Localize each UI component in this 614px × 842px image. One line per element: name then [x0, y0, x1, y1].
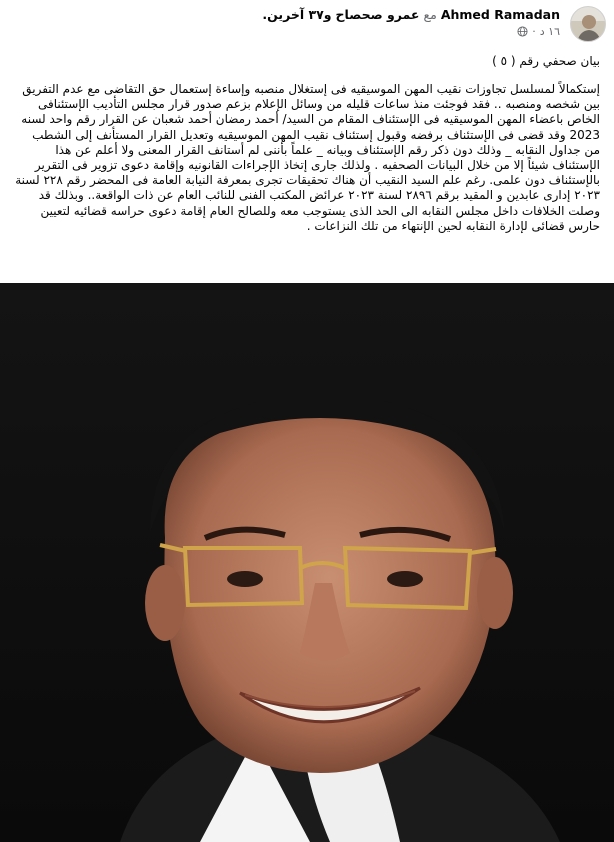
globe-icon [517, 26, 528, 37]
post-body: إستكمالاً لمسلسل تجاوزات نقيب المهن الموسيقيه فى إستغلال منصبه وإساءة إستعمال حق التقاضى مع عدم التفريق بين شخصه ومنصبه .. فقد فوجئت منذ ساعات قليله من وسائل الإعلام بزعم صدور قرار مجلس التأديب الإستئنافى الخاص باعضاء المهن الموسيقيه فى الإستئناف المقام من السيد/ أحمد رمضان أحمد شعبان عن القرار رقم واحد لسنه 2023 وقد قضى فى الإستئناف برفضه وقبول إستئناف نقيب المهن الموسيقيه وتعديل القرار المستأنف إلى الشطب من جداول النقابه _ وذلك دون ذكر رقم الإستئناف وبيانه _ علماً بأننى لم أستانف القرار المعنى ولا أعلم عن هذا الإستئناف شيئاً إلا من خلال البيانات الصحفيه . ولذلك جارى إتخاذ الإجراءات القانونيه وإقامة دعوى تزوير فى التقرير بالإستئناف دون علمى. رغم علم السيد النقيب أن هناك تحقيقات تجرى بمعرفة النيابة العامة فى المحضر رقم ٢٢٨ لسنة ٢٠٢٣ إدارى عابدين و المقيد برقم ٢٨٩٦ لسنة ٢٠٢٣ عرائض المكتب الفنى للنائب العام عن ذات الواقعة.. وبذلك قد وصلت الخلافات داخل مجلس النقابه الى الحد الذى يستوجب معه وللصالح العام إقامة دعوى حراسه قضائيه لتعيين حارس قضائى لإدارة النقابه لحين الإنتهاء من تلك النزاعات . [15, 82, 600, 233]
portrait-image [0, 283, 614, 842]
post-meta: ١٦ د · [517, 25, 560, 38]
post-photo[interactable] [0, 283, 614, 842]
post-title: بيان صحفي رقم ( ٥ ) [492, 54, 600, 68]
tagged-others[interactable]: و٣٧ آخرين. [262, 7, 332, 22]
post-author-line [262, 6, 560, 24]
author-avatar[interactable] [570, 6, 606, 42]
post-time[interactable]: ١٦ د [539, 25, 560, 38]
tagged-person[interactable]: عمرو صحصاح [335, 7, 420, 22]
post-header [0, 0, 614, 46]
with-word: مع [423, 7, 437, 22]
post-text [14, 52, 600, 234]
avatar-image [571, 7, 606, 42]
author-name[interactable]: Ahmed Ramadan [440, 7, 560, 22]
